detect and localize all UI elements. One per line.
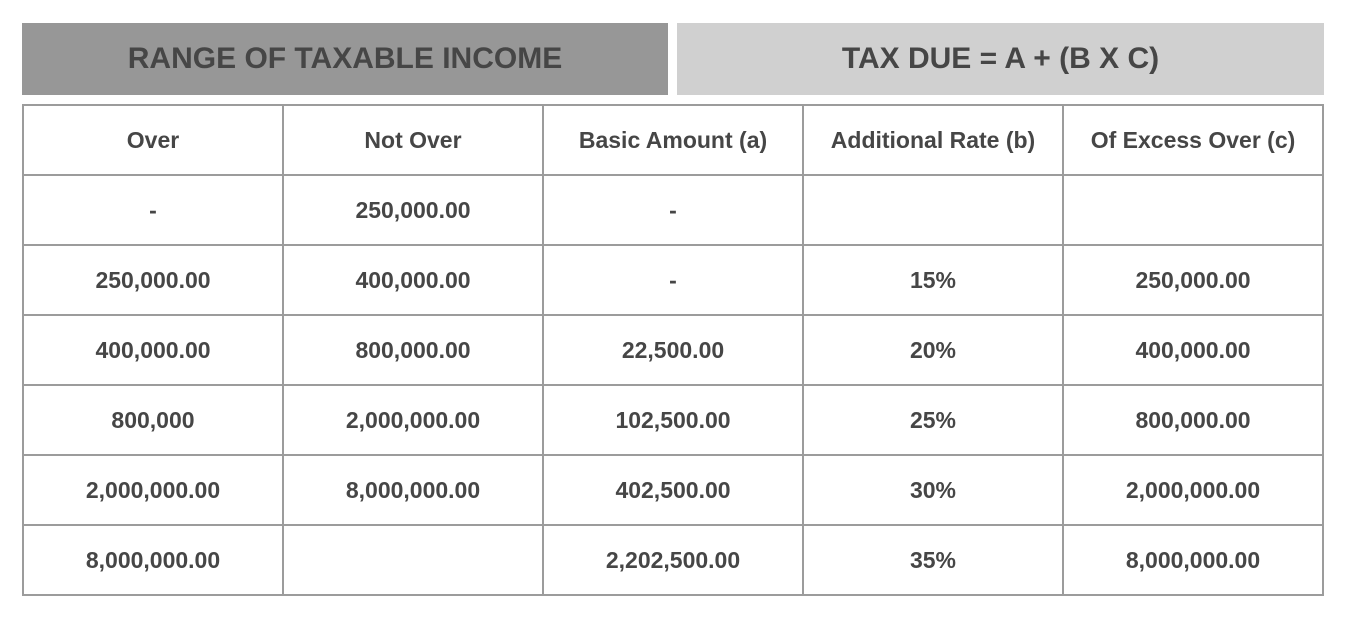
cell-additional-rate: 35% (803, 525, 1063, 595)
cell-not-over: 800,000.00 (283, 315, 543, 385)
cell-excess-over: 8,000,000.00 (1063, 525, 1323, 595)
cell-additional-rate: 30% (803, 455, 1063, 525)
cell-basic-amount: 402,500.00 (543, 455, 803, 525)
cell-over: 400,000.00 (23, 315, 283, 385)
table-row (23, 175, 1323, 245)
table-row (23, 315, 1323, 385)
cell-not-over: 2,000,000.00 (283, 385, 543, 455)
cell-basic-amount: - (543, 175, 803, 245)
cell-basic-amount: 22,500.00 (543, 315, 803, 385)
cell-excess-over: 800,000.00 (1063, 385, 1323, 455)
column-header-basic-amount: Basic Amount (a) (543, 105, 803, 175)
cell-additional-rate: 25% (803, 385, 1063, 455)
cell-basic-amount: 2,202,500.00 (543, 525, 803, 595)
cell-over: - (23, 175, 283, 245)
cell-not-over: 8,000,000.00 (283, 455, 543, 525)
cell-over: 250,000.00 (23, 245, 283, 315)
tax-table (22, 104, 1324, 596)
cell-not-over (283, 525, 543, 595)
cell-over: 800,000 (23, 385, 283, 455)
header-left-label: RANGE OF TAXABLE INCOME (127, 42, 563, 75)
column-header-excess-over: Of Excess Over (c) (1063, 105, 1323, 175)
cell-excess-over: 250,000.00 (1063, 245, 1323, 315)
cell-additional-rate: 20% (803, 315, 1063, 385)
column-header-over: Over (23, 105, 283, 175)
tax-due-formula-header (677, 23, 1324, 95)
header-right-label: TAX DUE = A + (B X C) (841, 42, 1160, 75)
column-header-not-over: Not Over (283, 105, 543, 175)
cell-over: 2,000,000.00 (23, 455, 283, 525)
table-row (23, 455, 1323, 525)
table-header-row (23, 105, 1323, 175)
cell-over: 8,000,000.00 (23, 525, 283, 595)
cell-excess-over: 400,000.00 (1063, 315, 1323, 385)
cell-basic-amount: - (543, 245, 803, 315)
cell-not-over: 250,000.00 (283, 175, 543, 245)
table-row (23, 525, 1323, 595)
range-of-taxable-income-header (22, 23, 668, 95)
cell-not-over: 400,000.00 (283, 245, 543, 315)
column-header-additional-rate: Additional Rate (b) (803, 105, 1063, 175)
cell-excess-over: 2,000,000.00 (1063, 455, 1323, 525)
cell-excess-over (1063, 175, 1323, 245)
cell-additional-rate: 15% (803, 245, 1063, 315)
table-row (23, 245, 1323, 315)
cell-additional-rate (803, 175, 1063, 245)
table-row (23, 385, 1323, 455)
cell-basic-amount: 102,500.00 (543, 385, 803, 455)
